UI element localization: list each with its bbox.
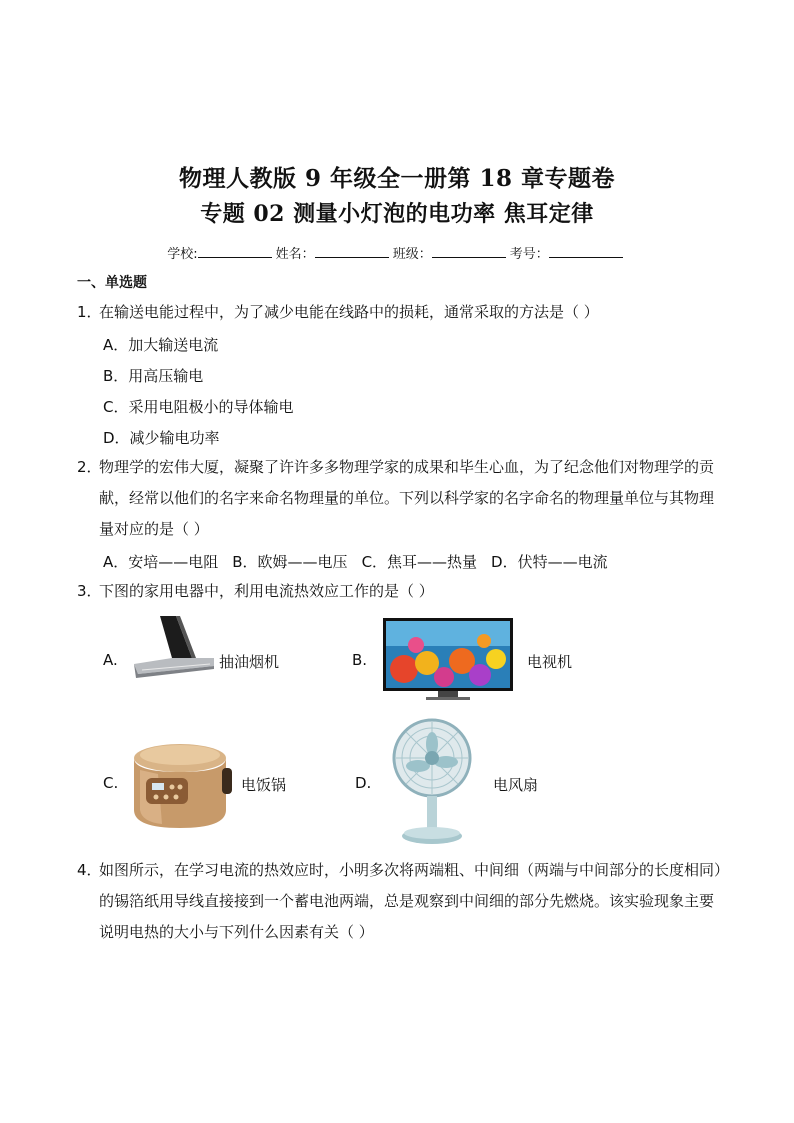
school-label: 学校: bbox=[167, 247, 198, 262]
class-label: 班级： bbox=[392, 247, 432, 262]
option-a-letter[interactable]: A. bbox=[103, 651, 118, 669]
option-a-label: 抽油烟机 bbox=[219, 653, 280, 671]
question-text: 在输送电能过程中，为了减少电能在线路中的损耗，通常采取的方法是（ ） bbox=[99, 303, 599, 321]
question-2-options bbox=[103, 551, 703, 572]
option-b-label: 电视机 bbox=[527, 653, 573, 671]
option-d[interactable]: D．伏特——电流 bbox=[491, 553, 608, 571]
name-blank[interactable] bbox=[315, 245, 389, 258]
option-c-letter[interactable]: C. bbox=[103, 774, 119, 792]
option-c[interactable]: C．焦耳——热量 bbox=[361, 553, 478, 571]
option-d[interactable]: D．减少输电功率 bbox=[103, 429, 220, 447]
question-number: 2． bbox=[77, 458, 102, 476]
question-1 bbox=[77, 297, 727, 328]
student-info-line bbox=[0, 243, 794, 262]
question-number: 4． bbox=[77, 861, 102, 879]
range-hood-icon bbox=[132, 614, 216, 680]
question-4 bbox=[77, 855, 727, 948]
number-blank[interactable] bbox=[549, 245, 623, 258]
television-icon bbox=[382, 617, 514, 703]
school-blank[interactable] bbox=[198, 245, 272, 258]
option-a[interactable]: A．安培——电阻 bbox=[103, 553, 219, 571]
option-c[interactable]: C．采用电阻极小的导体输电 bbox=[103, 398, 294, 416]
name-label: 姓名： bbox=[275, 247, 315, 262]
question-number: 3． bbox=[77, 582, 102, 600]
option-a[interactable]: A．加大输送电流 bbox=[103, 336, 219, 354]
number-label: 考号： bbox=[509, 247, 549, 262]
rice-cooker-icon bbox=[128, 740, 234, 832]
option-b-letter[interactable]: B. bbox=[352, 651, 368, 669]
class-blank[interactable] bbox=[432, 245, 506, 258]
question-text: 物理学的宏伟大厦，凝聚了许许多多物理学家的成果和毕生心血，为了纪念他们对物理学的贡献，经常以他们的名字来命名物理量的单位。下列以科学家的名字命名的物理量单位与其物理量对应的是（ ） bbox=[99, 458, 715, 538]
electric-fan-icon bbox=[388, 718, 478, 848]
page-title: 物理人教版 9 年级全一册第 18 章专题卷 bbox=[178, 165, 616, 192]
question-number: 1． bbox=[77, 303, 102, 321]
page-subtitle: 专题 02 测量小灯泡的电功率 焦耳定律 bbox=[200, 201, 594, 227]
option-d-letter[interactable]: D. bbox=[355, 774, 372, 792]
option-b[interactable]: B．用高压输电 bbox=[103, 367, 204, 385]
question-text: 如图所示，在学习电流的热效应时，小明多次将两端粗、中间细（两端与中间部分的长度相同）的锡箔纸用导线直接接到一个蓄电池两端，总是观察到中间细的部分先燃烧。该实验现象主要说明电热的大小与下列什么因素有关（ ） bbox=[99, 861, 722, 941]
option-d-label: 电风扇 bbox=[493, 776, 539, 794]
question-text: 下图的家用电器中，利用电流热效应工作的是（ ） bbox=[99, 582, 434, 600]
section-heading: 一、单选题 bbox=[77, 275, 147, 291]
question-3 bbox=[77, 576, 727, 607]
question-2 bbox=[77, 452, 727, 545]
option-c-label: 电饭锅 bbox=[241, 776, 287, 794]
option-b[interactable]: B．欧姆——电压 bbox=[232, 553, 348, 571]
